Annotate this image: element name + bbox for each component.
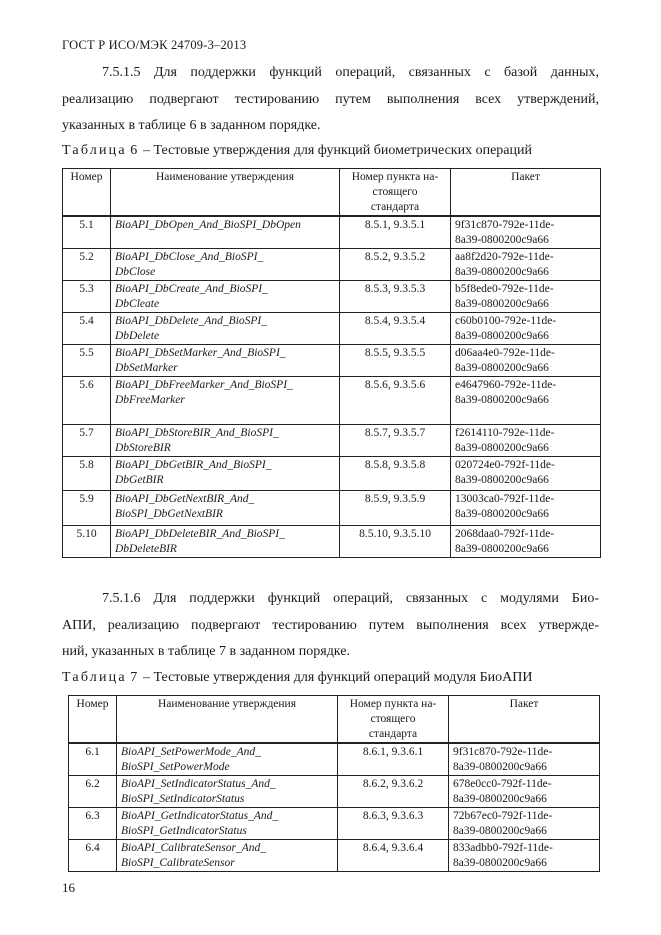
table-7 bbox=[68, 695, 600, 872]
table-6 bbox=[62, 168, 601, 558]
cell-assertion-name bbox=[117, 840, 338, 872]
assertion-name-line: BioSPI_GetIndicatorStatus bbox=[121, 825, 247, 837]
cell-clause-ref: 8.5.7, 9.3.5.7 bbox=[340, 425, 451, 457]
table-row bbox=[63, 526, 601, 558]
package-line: 8a39-0800200c9a66 bbox=[453, 825, 547, 837]
paragraph-line: 7.5.1.5 Для поддержки функций операций, связанных с базой данных, bbox=[102, 65, 599, 80]
package-line: aa8f2d20-792e-11de- bbox=[455, 251, 554, 263]
assertion-name-line: DbFreeMarker bbox=[115, 394, 185, 406]
cell-assertion-name bbox=[111, 345, 340, 377]
cell-package bbox=[451, 249, 601, 281]
page-number: 16 bbox=[62, 880, 75, 895]
table6-caption bbox=[62, 143, 532, 159]
table-row bbox=[69, 743, 600, 776]
cell-assertion-name bbox=[111, 425, 340, 457]
header-pkg: Пакет bbox=[451, 169, 601, 217]
assertion-name-line: BioSPI_DbGetNextBIR bbox=[115, 508, 223, 520]
table-row bbox=[69, 840, 600, 872]
cell-package bbox=[451, 377, 601, 425]
cell-clause-ref: 8.5.5, 9.3.5.5 bbox=[340, 345, 451, 377]
package-line: 8a39-0800200c9a66 bbox=[453, 761, 547, 773]
package-line: 8a39-0800200c9a66 bbox=[455, 266, 549, 278]
paragraph-line: ний, указанных в таблице 7 в заданном порядке. bbox=[62, 644, 350, 659]
package-line: 8a39-0800200c9a66 bbox=[455, 298, 549, 310]
table-row bbox=[63, 313, 601, 345]
cell-clause-ref: 8.6.1, 9.3.6.1 bbox=[338, 743, 449, 776]
package-line: 8a39-0800200c9a66 bbox=[455, 474, 549, 486]
paragraph-line: указанных в таблице 6 в заданном порядке. bbox=[62, 118, 321, 133]
cell-package bbox=[451, 216, 601, 249]
cell-package bbox=[451, 281, 601, 313]
assertion-name-line: BioAPI_DbClose_And_BioSPI_ bbox=[115, 251, 264, 263]
cell-number: 5.9 bbox=[63, 491, 111, 526]
package-line: 13003ca0-792f-11de- bbox=[455, 493, 555, 505]
header-ref bbox=[338, 696, 449, 744]
cell-clause-ref: 8.6.2, 9.3.6.2 bbox=[338, 776, 449, 808]
package-line: c60b0100-792e-11de- bbox=[455, 315, 557, 327]
assertion-name-line: BioAPI_DbFreeMarker_And_BioSPI_ bbox=[115, 379, 293, 391]
header-ref bbox=[340, 169, 451, 217]
cell-clause-ref: 8.5.9, 9.3.5.9 bbox=[340, 491, 451, 526]
paragraph-line: 7.5.1.6 Для поддержки функций операций, связанных с модулями Био- bbox=[102, 591, 599, 606]
cell-package bbox=[451, 345, 601, 377]
cell-assertion-name bbox=[111, 313, 340, 345]
package-line: 8a39-0800200c9a66 bbox=[455, 442, 549, 454]
assertion-name-line: DbCleate bbox=[115, 298, 160, 310]
paragraph-line: АПИ, реализацию подвергают тестированию путем выполнения всех утвержде- bbox=[62, 617, 599, 633]
assertion-name-line: BioSPI_CalibrateSensor bbox=[121, 857, 235, 869]
table6-caption-text: – Тестовые утверждения для функций биометрических операций bbox=[142, 143, 532, 158]
cell-assertion-name bbox=[111, 249, 340, 281]
table-row bbox=[63, 249, 601, 281]
package-line: 8a39-0800200c9a66 bbox=[455, 330, 549, 342]
cell-clause-ref: 8.6.3, 9.3.6.3 bbox=[338, 808, 449, 840]
package-line: 9f31c870-792e-11de- bbox=[453, 746, 553, 758]
table6-caption-label: Таблица bbox=[62, 143, 127, 158]
table-row bbox=[63, 425, 601, 457]
cell-assertion-name bbox=[111, 216, 340, 249]
table-row bbox=[69, 776, 600, 808]
cell-package bbox=[449, 743, 600, 776]
header-ref-line: стандарта bbox=[368, 728, 418, 740]
table-row bbox=[63, 457, 601, 491]
package-line: 8a39-0800200c9a66 bbox=[455, 234, 549, 246]
assertion-name-line: BioAPI_DbGetBIR_And_BioSPI_ bbox=[115, 459, 272, 471]
package-line: 833adbb0-792f-11de- bbox=[453, 842, 553, 854]
paragraph-7-5-1-5 bbox=[62, 60, 599, 140]
package-line: 8a39-0800200c9a66 bbox=[455, 508, 549, 520]
table7-caption-text: – Тестовые утверждения для функций операций модуля БиоАПИ bbox=[142, 670, 533, 685]
table-row bbox=[69, 808, 600, 840]
package-line: d06aa4e0-792e-11de- bbox=[455, 347, 555, 359]
cell-assertion-name bbox=[117, 776, 338, 808]
cell-assertion-name bbox=[111, 491, 340, 526]
cell-package bbox=[451, 457, 601, 491]
table-row bbox=[63, 281, 601, 313]
table-row bbox=[63, 491, 601, 526]
assertion-name-line: DbGetBIR bbox=[115, 474, 164, 486]
assertion-name-line: DbDeleteBIR bbox=[115, 543, 177, 555]
cell-number: 6.3 bbox=[69, 808, 117, 840]
header-ref-line: Номер пункта на- bbox=[349, 698, 437, 710]
package-line: 9f31c870-792e-11de- bbox=[455, 219, 555, 231]
paragraph-7-5-1-6 bbox=[62, 586, 599, 666]
assertion-name-line: BioAPI_DbStoreBIR_And_BioSPI_ bbox=[115, 427, 279, 439]
cell-number: 6.2 bbox=[69, 776, 117, 808]
table7-caption bbox=[62, 670, 532, 686]
package-line: e4647960-792e-11de- bbox=[455, 379, 557, 391]
cell-package bbox=[451, 491, 601, 526]
cell-number: 5.4 bbox=[63, 313, 111, 345]
assertion-name-line: BioAPI_DbDeleteBIR_And_BioSPI_ bbox=[115, 528, 285, 540]
cell-clause-ref: 8.5.3, 9.3.5.3 bbox=[340, 281, 451, 313]
header-num: Номер bbox=[63, 169, 111, 217]
package-line: 72b67ec0-792f-11de- bbox=[453, 810, 553, 822]
assertion-name-line: BioAPI_DbDelete_And_BioSPI_ bbox=[115, 315, 268, 327]
table-row bbox=[63, 216, 601, 249]
cell-number: 5.7 bbox=[63, 425, 111, 457]
header-name: Наименование утверждения bbox=[117, 696, 338, 744]
assertion-name-line: DbSetMarker bbox=[115, 362, 178, 374]
package-line: 2068daa0-792f-11de- bbox=[455, 528, 555, 540]
cell-assertion-name bbox=[111, 526, 340, 558]
package-line: f2614110-792e-11de- bbox=[455, 427, 555, 439]
package-line: 678e0cc0-792f-11de- bbox=[453, 778, 552, 790]
table6-caption-number: 6 bbox=[130, 143, 140, 158]
cell-number: 5.5 bbox=[63, 345, 111, 377]
assertion-name-line: BioAPI_SetPowerMode_And_ bbox=[121, 746, 261, 758]
assertion-name-line: DbStoreBIR bbox=[115, 442, 171, 454]
header-ref-line: Номер пункта на- bbox=[351, 171, 439, 183]
document-header: ГОСТ Р ИСО/МЭК 24709-3–2013 bbox=[62, 38, 247, 52]
package-line: 8a39-0800200c9a66 bbox=[453, 793, 547, 805]
cell-clause-ref: 8.5.8, 9.3.5.8 bbox=[340, 457, 451, 491]
paragraph-line: реализацию подвергают тестированию путем выполнения всех утверждений, bbox=[62, 91, 599, 107]
table7-caption-number: 7 bbox=[130, 670, 140, 685]
cell-clause-ref: 8.5.4, 9.3.5.4 bbox=[340, 313, 451, 345]
cell-assertion-name bbox=[117, 743, 338, 776]
assertion-name-line: BioAPI_SetIndicatorStatus_And_ bbox=[121, 778, 276, 790]
cell-clause-ref: 8.5.1, 9.3.5.1 bbox=[340, 216, 451, 249]
assertion-name-line: BioAPI_DbSetMarker_And_BioSPI_ bbox=[115, 347, 286, 359]
package-line: 8a39-0800200c9a66 bbox=[455, 543, 549, 555]
package-line: 020724e0-792f-11de- bbox=[455, 459, 555, 471]
cell-number: 5.10 bbox=[63, 526, 111, 558]
assertion-name-line: BioAPI_DbOpen_And_BioSPI_DbOpen bbox=[115, 219, 301, 231]
cell-clause-ref: 8.6.4, 9.3.6.4 bbox=[338, 840, 449, 872]
assertion-name-line: BioAPI_GetIndicatorStatus_And_ bbox=[121, 810, 279, 822]
cell-number: 6.1 bbox=[69, 743, 117, 776]
header-num: Номер bbox=[69, 696, 117, 744]
cell-assertion-name bbox=[117, 808, 338, 840]
package-line: 8a39-0800200c9a66 bbox=[455, 362, 549, 374]
cell-clause-ref: 8.5.6, 9.3.5.6 bbox=[340, 377, 451, 425]
assertion-name-line: BioAPI_DbGetNextBIR_And_ bbox=[115, 493, 255, 505]
assertion-name-line: BioSPI_SetIndicatorStatus bbox=[121, 793, 245, 805]
table-row bbox=[63, 377, 601, 425]
cell-package bbox=[449, 808, 600, 840]
cell-clause-ref: 8.5.2, 9.3.5.2 bbox=[340, 249, 451, 281]
package-line: b5f8ede0-792e-11de- bbox=[455, 283, 554, 295]
cell-number: 5.1 bbox=[63, 216, 111, 249]
assertion-name-line: BioAPI_CalibrateSensor_And_ bbox=[121, 842, 267, 854]
cell-package bbox=[449, 776, 600, 808]
table7-caption-label: Таблица bbox=[62, 670, 127, 685]
cell-number: 6.4 bbox=[69, 840, 117, 872]
cell-assertion-name bbox=[111, 281, 340, 313]
package-line: 8a39-0800200c9a66 bbox=[453, 857, 547, 869]
cell-package bbox=[451, 313, 601, 345]
cell-package bbox=[451, 425, 601, 457]
header-name: Наименование утверждения bbox=[111, 169, 340, 217]
assertion-name-line: DbClose bbox=[115, 266, 156, 278]
cell-assertion-name bbox=[111, 377, 340, 425]
cell-number: 5.3 bbox=[63, 281, 111, 313]
assertion-name-line: BioSPI_SetPowerMode bbox=[121, 761, 230, 773]
header-ref-line: стоящего bbox=[372, 186, 418, 198]
assertion-name-line: DbDelete bbox=[115, 330, 160, 342]
cell-number: 5.6 bbox=[63, 377, 111, 425]
header-pkg: Пакет bbox=[449, 696, 600, 744]
header-ref-line: стоящего bbox=[370, 713, 416, 725]
cell-package bbox=[449, 840, 600, 872]
cell-number: 5.8 bbox=[63, 457, 111, 491]
cell-clause-ref: 8.5.10, 9.3.5.10 bbox=[340, 526, 451, 558]
cell-number: 5.2 bbox=[63, 249, 111, 281]
table-row bbox=[63, 345, 601, 377]
cell-package bbox=[451, 526, 601, 558]
cell-assertion-name bbox=[111, 457, 340, 491]
package-line: 8a39-0800200c9a66 bbox=[455, 394, 549, 406]
header-ref-line: стандарта bbox=[370, 201, 420, 213]
assertion-name-line: BioAPI_DbCreate_And_BioSPI_ bbox=[115, 283, 268, 295]
